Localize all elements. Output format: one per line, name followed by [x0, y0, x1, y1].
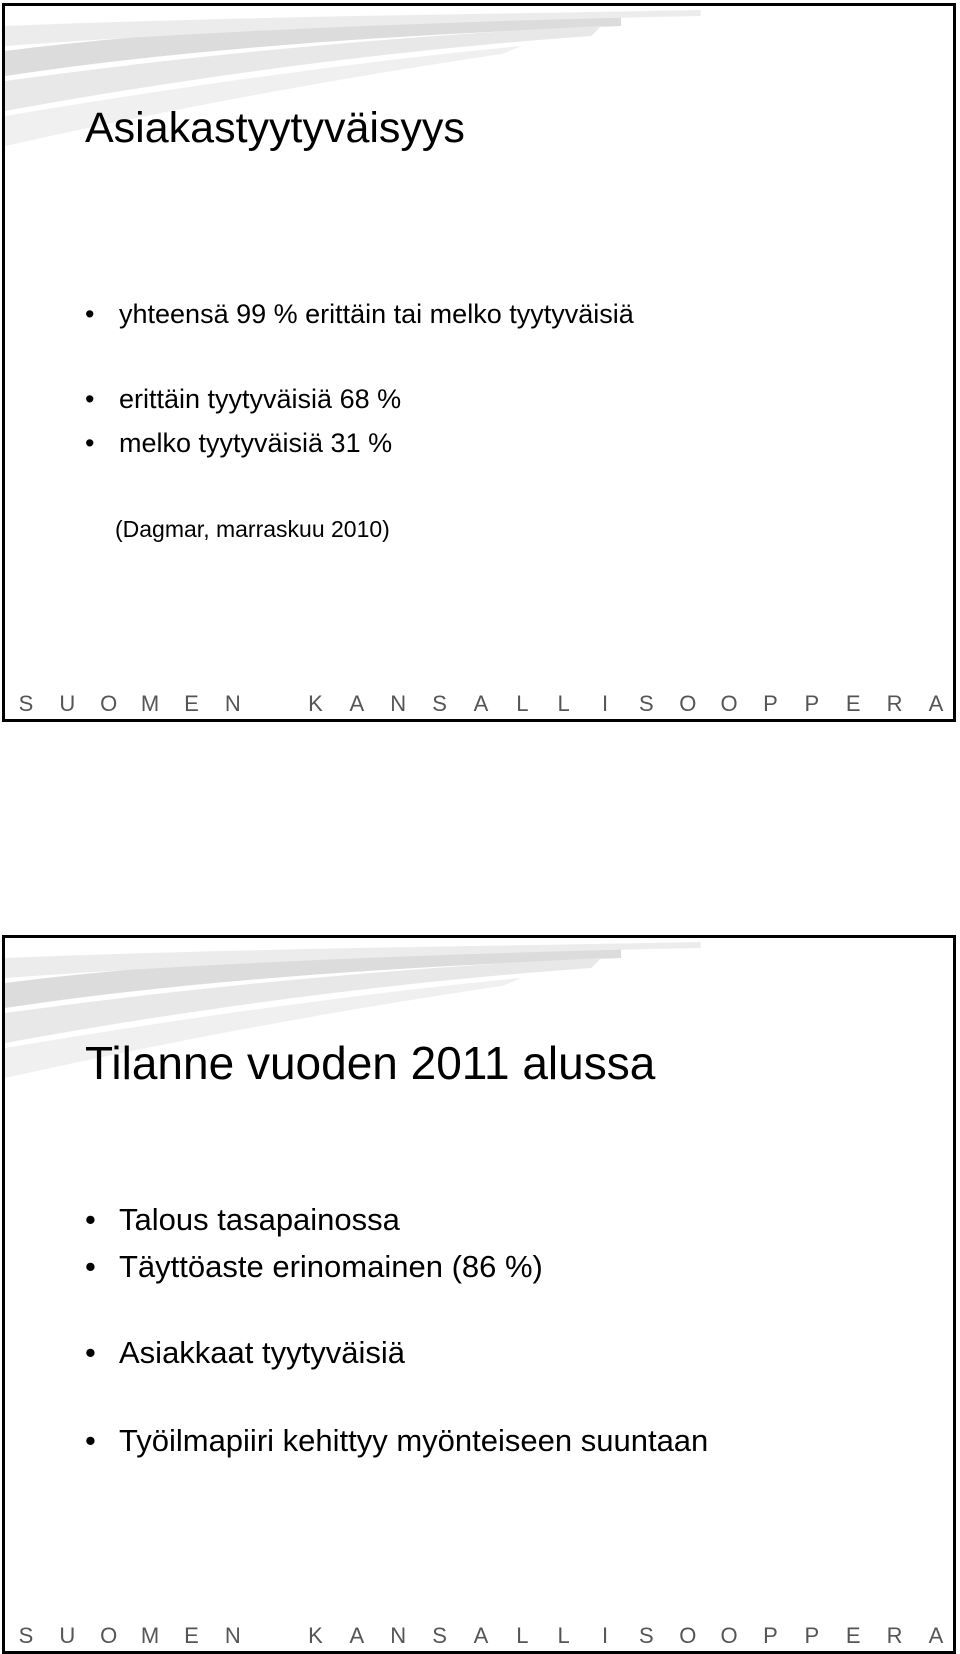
- footer-letter: E: [184, 1623, 199, 1648]
- footer-brand: [15, 1623, 947, 1647]
- footer-letter: O: [720, 1623, 738, 1648]
- bullet-item: [85, 1202, 400, 1238]
- footer-letter: S: [639, 1623, 654, 1648]
- bullet-item: [85, 1335, 405, 1371]
- footer-letter: P: [804, 691, 820, 716]
- footer-letter: A: [928, 1623, 944, 1648]
- footer-letter: S: [18, 691, 34, 716]
- footer-letter: A: [928, 691, 944, 716]
- bullet-item: [85, 428, 392, 459]
- footer-letter: A: [473, 691, 489, 716]
- bullet-icon: •: [85, 384, 95, 414]
- footer-letter: N: [224, 691, 241, 716]
- footer-letter: O: [100, 1623, 118, 1648]
- footer-letter: R: [886, 1623, 903, 1648]
- footer-letter: L: [516, 1623, 529, 1648]
- slide-tilanne-2011: [2, 935, 956, 1654]
- footer-letter: N: [224, 1623, 241, 1648]
- bullet-item: [85, 299, 634, 330]
- source-citation: (Dagmar, marraskuu 2010): [115, 516, 390, 542]
- footer-letter: K: [308, 1623, 323, 1648]
- footer-letter: U: [59, 1623, 76, 1648]
- footer-letter: [263, 691, 285, 715]
- footer-letter: I: [601, 691, 609, 716]
- footer-letter: O: [679, 691, 697, 716]
- footer-letter: K: [308, 691, 323, 716]
- bullet-icon: •: [85, 1249, 96, 1284]
- slide-title: Tilanne vuoden 2011 alussa: [85, 1037, 656, 1089]
- footer-letter: S: [18, 1623, 34, 1648]
- footer-letter: [263, 1623, 285, 1647]
- footer-letter: L: [516, 691, 529, 716]
- footer-letter: L: [557, 691, 570, 716]
- footer-letter: S: [432, 1623, 447, 1648]
- footer-letter: O: [100, 691, 118, 716]
- footer-letter: A: [473, 1623, 489, 1648]
- bullet-text: Täyttöaste erinomainen (86 %): [119, 1249, 543, 1284]
- bullet-text: Talous tasapainossa: [119, 1202, 400, 1237]
- bullet-text: erittäin tyytyväisiä 68 %: [119, 384, 402, 414]
- footer-letter: A: [349, 1623, 365, 1648]
- footer-letter: P: [804, 1623, 820, 1648]
- footer-letter: S: [639, 691, 654, 716]
- footer-letter: P: [763, 691, 778, 716]
- footer-letter: P: [763, 1623, 778, 1648]
- footer-letter: O: [679, 1623, 697, 1648]
- footer-letter: S: [432, 691, 447, 716]
- bullet-icon: •: [85, 299, 95, 329]
- footer-letter: M: [140, 1623, 160, 1648]
- footer-letter: I: [601, 1623, 609, 1648]
- slide-asiakastyytyvaisyys: [2, 3, 956, 722]
- bullet-text: melko tyytyväisiä 31 %: [119, 428, 393, 458]
- bullet-icon: •: [85, 1423, 96, 1458]
- bullet-item: [85, 1423, 708, 1459]
- bullet-item: [85, 384, 401, 415]
- footer-letter: N: [390, 691, 407, 716]
- bullet-icon: •: [85, 1335, 96, 1370]
- footer-letter: L: [557, 1623, 570, 1648]
- bullet-item: [85, 1249, 543, 1285]
- footer-letter: U: [59, 691, 76, 716]
- bullet-icon: •: [85, 1202, 96, 1237]
- footer-letter: E: [184, 691, 199, 716]
- bullet-text: Asiakkaat tyytyväisiä: [119, 1335, 405, 1370]
- footer-letter: R: [886, 691, 903, 716]
- slide-title: Asiakastyytyväisyys: [85, 104, 465, 152]
- footer-letter: E: [845, 691, 861, 716]
- footer-letter: A: [349, 691, 365, 716]
- footer-letter: E: [845, 1623, 861, 1648]
- footer-brand: [15, 691, 947, 715]
- footer-letter: M: [140, 691, 160, 716]
- bullet-text: yhteensä 99 % erittäin tai melko tyytyväisiä: [119, 299, 634, 329]
- footer-letter: N: [390, 1623, 407, 1648]
- bullet-icon: •: [85, 428, 95, 458]
- bullet-text: Työilmapiiri kehittyy myönteiseen suuntaan: [119, 1423, 709, 1458]
- footer-letter: O: [720, 691, 738, 716]
